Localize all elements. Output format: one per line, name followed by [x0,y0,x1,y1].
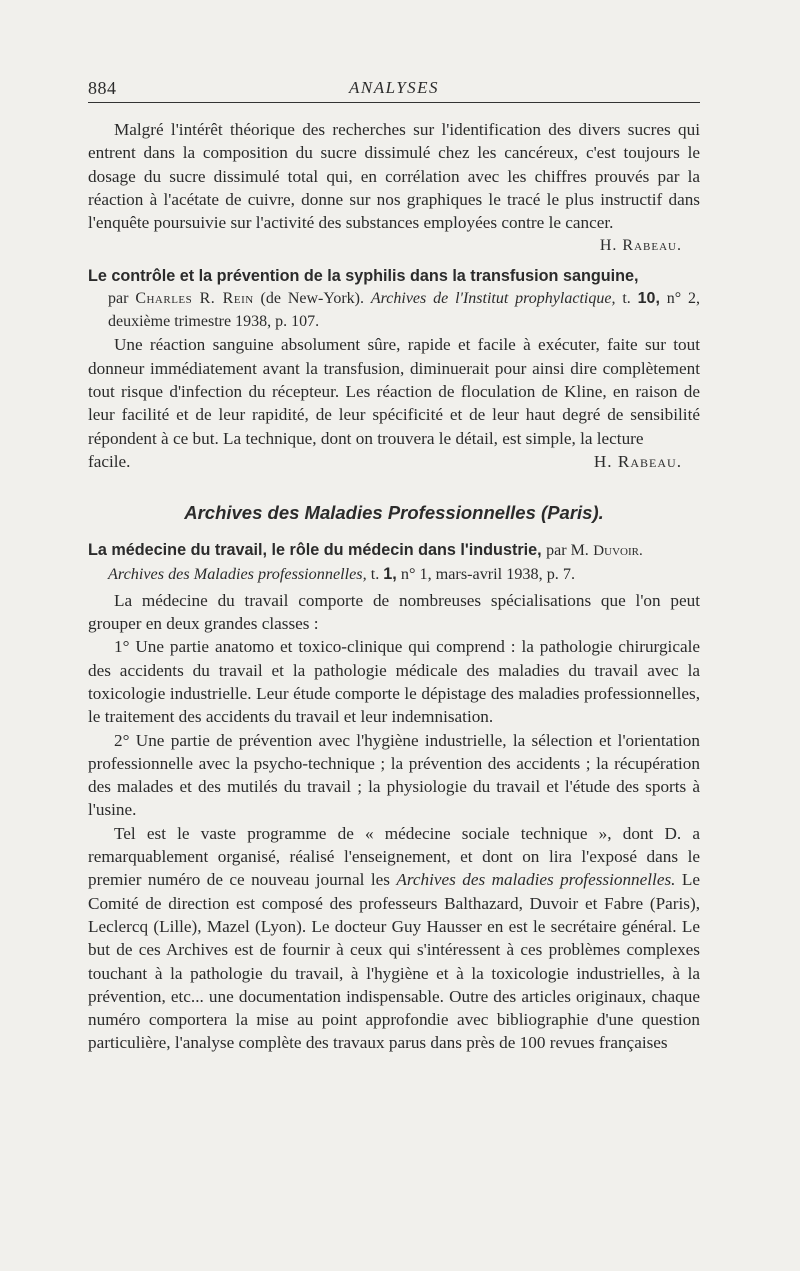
article2-title-line [88,539,700,563]
article1-signature: H. Rabeau. [593,451,682,471]
article2-reference [88,563,700,586]
article1-title: Le contrôle et la prévention de la syphilis dans la transfusion sanguine, [88,267,639,286]
running-title: ANALYSES [348,78,440,97]
article2-ref-rest: n° 1, mars-avril 1938, p. 7. [400,565,576,584]
intro-signature: H. Rabeau. [599,237,682,255]
article1-reference [88,288,700,333]
page [88,72,701,1053]
article2-author: Duvoir. [593,543,643,560]
article2-paragraph-3: 2° Une partie de prévention avec l'hygiène industrielle, la sélection et l'orientation professionnelle avec la psycho-technique ; la prévention des accidents ; la récupération des malades et des mutilés du travail ; la physiologie du travail et l'étude des sports à l'usine. [88,730,700,820]
article1-paragraph: Une réaction sanguine absolument sûre, rapide et facile à exécuter, faite sur tout donneur immédiatement avant la transfusion, diminuerait pour ainsi dire complètement tout risque d'infection du récepteur. Les réaction de floculation de Kline, en raison de leur facilité et de leur rapidité, de leur spécificité et de leur haut degré de sensibilité répondent à ce but. La technique, dont on trouvera le détail, est simple, la lecture [88,335,700,448]
section-title: Archives des Maladies Professionnelles (Paris). [184,502,604,524]
article2-ref-tome: t. [370,565,380,584]
article1-ref-tome: t. [622,290,631,308]
article2-paragraph-2: 1° Une partie anatomo et toxico-clinique qui comprend : la pathologie chirurgicale des accidents du travail et la pathologie médicale des maladies du travail avec la toxicologie industrielle. Leur étude comporte le dépistage des maladies professionnelles, le traitement des accidents du travail et leur indemnisation. [88,637,700,727]
article2-paragraph-1: La médecine du travail comporte de nombreuses spécialisations que l'on peut grouper en deux grandes classes : [88,590,700,634]
article2-journal: Archives des Maladies professionnelles, [108,565,367,584]
article1-journal: Archives de l'Institut prophylactique, [370,290,616,308]
article1-ref-rest: n° 2, deuxième trimestre 1938, p. 107. [108,290,701,330]
article1-ref-volume: 10, [637,290,660,308]
intro-paragraph: Malgré l'intérêt théorique des recherches sur l'identification des divers sucres qui entrent dans la composition du sucre dissimulé chez les cancéreux, c'est toujours le dosage du sucre dissimulé total qui, en corrélation avec les chiffres prouvés par la réaction à l'acétate de cuivre, donne sur nos graphiques le tracé le plus instructif dans l'enquête poursuivie sur l'activité des substances employées contre le cancer. [88,120,700,233]
article2-title: La médecine du travail, le rôle du médecin dans l'industrie, [88,541,542,560]
article2-ref-volume: 1, [383,565,397,584]
page-header [88,72,700,100]
page-number: 884 [88,78,117,98]
article1-author-location: (de New-York). [260,290,364,308]
page-body [88,118,700,1055]
article2-paragraph-4 [88,822,700,1055]
header-rule [88,102,700,103]
article2-p4-journal: Archives des maladies professionnelles. [396,870,676,890]
article1-last-line [88,450,700,473]
article2-by: par M. [546,542,589,560]
article2-p4-before: Tel est le vaste programme de « médecine sociale technique », dont D. a remarquablement organisé, réalisé l'enseignement, et dont on lira l'exposé dans le premier numéro de ce nouveau journal les [88,823,700,890]
article1-ref-prefix: par [108,290,129,308]
article1-last-word: facile. [88,451,131,471]
article1-author: Charles R. Rein [135,290,254,308]
article2-p4-after: Le Comité de direction est composé des professeurs Balthazard, Duvoir et Fabre (Paris), Leclercq (Lille), Mazel (Lyon). Le docteur Guy Hausser en est le secrétaire général. Le but de ces Archives est de fournir à ceux qui s'intéressent à ces problèmes complexes touchant à la pathologie du travail, à l'hygiène et à la toxicologie industrielles, à la prévention, etc... une documentation indispensable. Outre des articles originaux, chaque numéro comportera la mise au point approfondie avec bibliographie d'une question particulière, l'analyse complète des travaux parus dans près de 100 revues françaises [88,870,701,1053]
